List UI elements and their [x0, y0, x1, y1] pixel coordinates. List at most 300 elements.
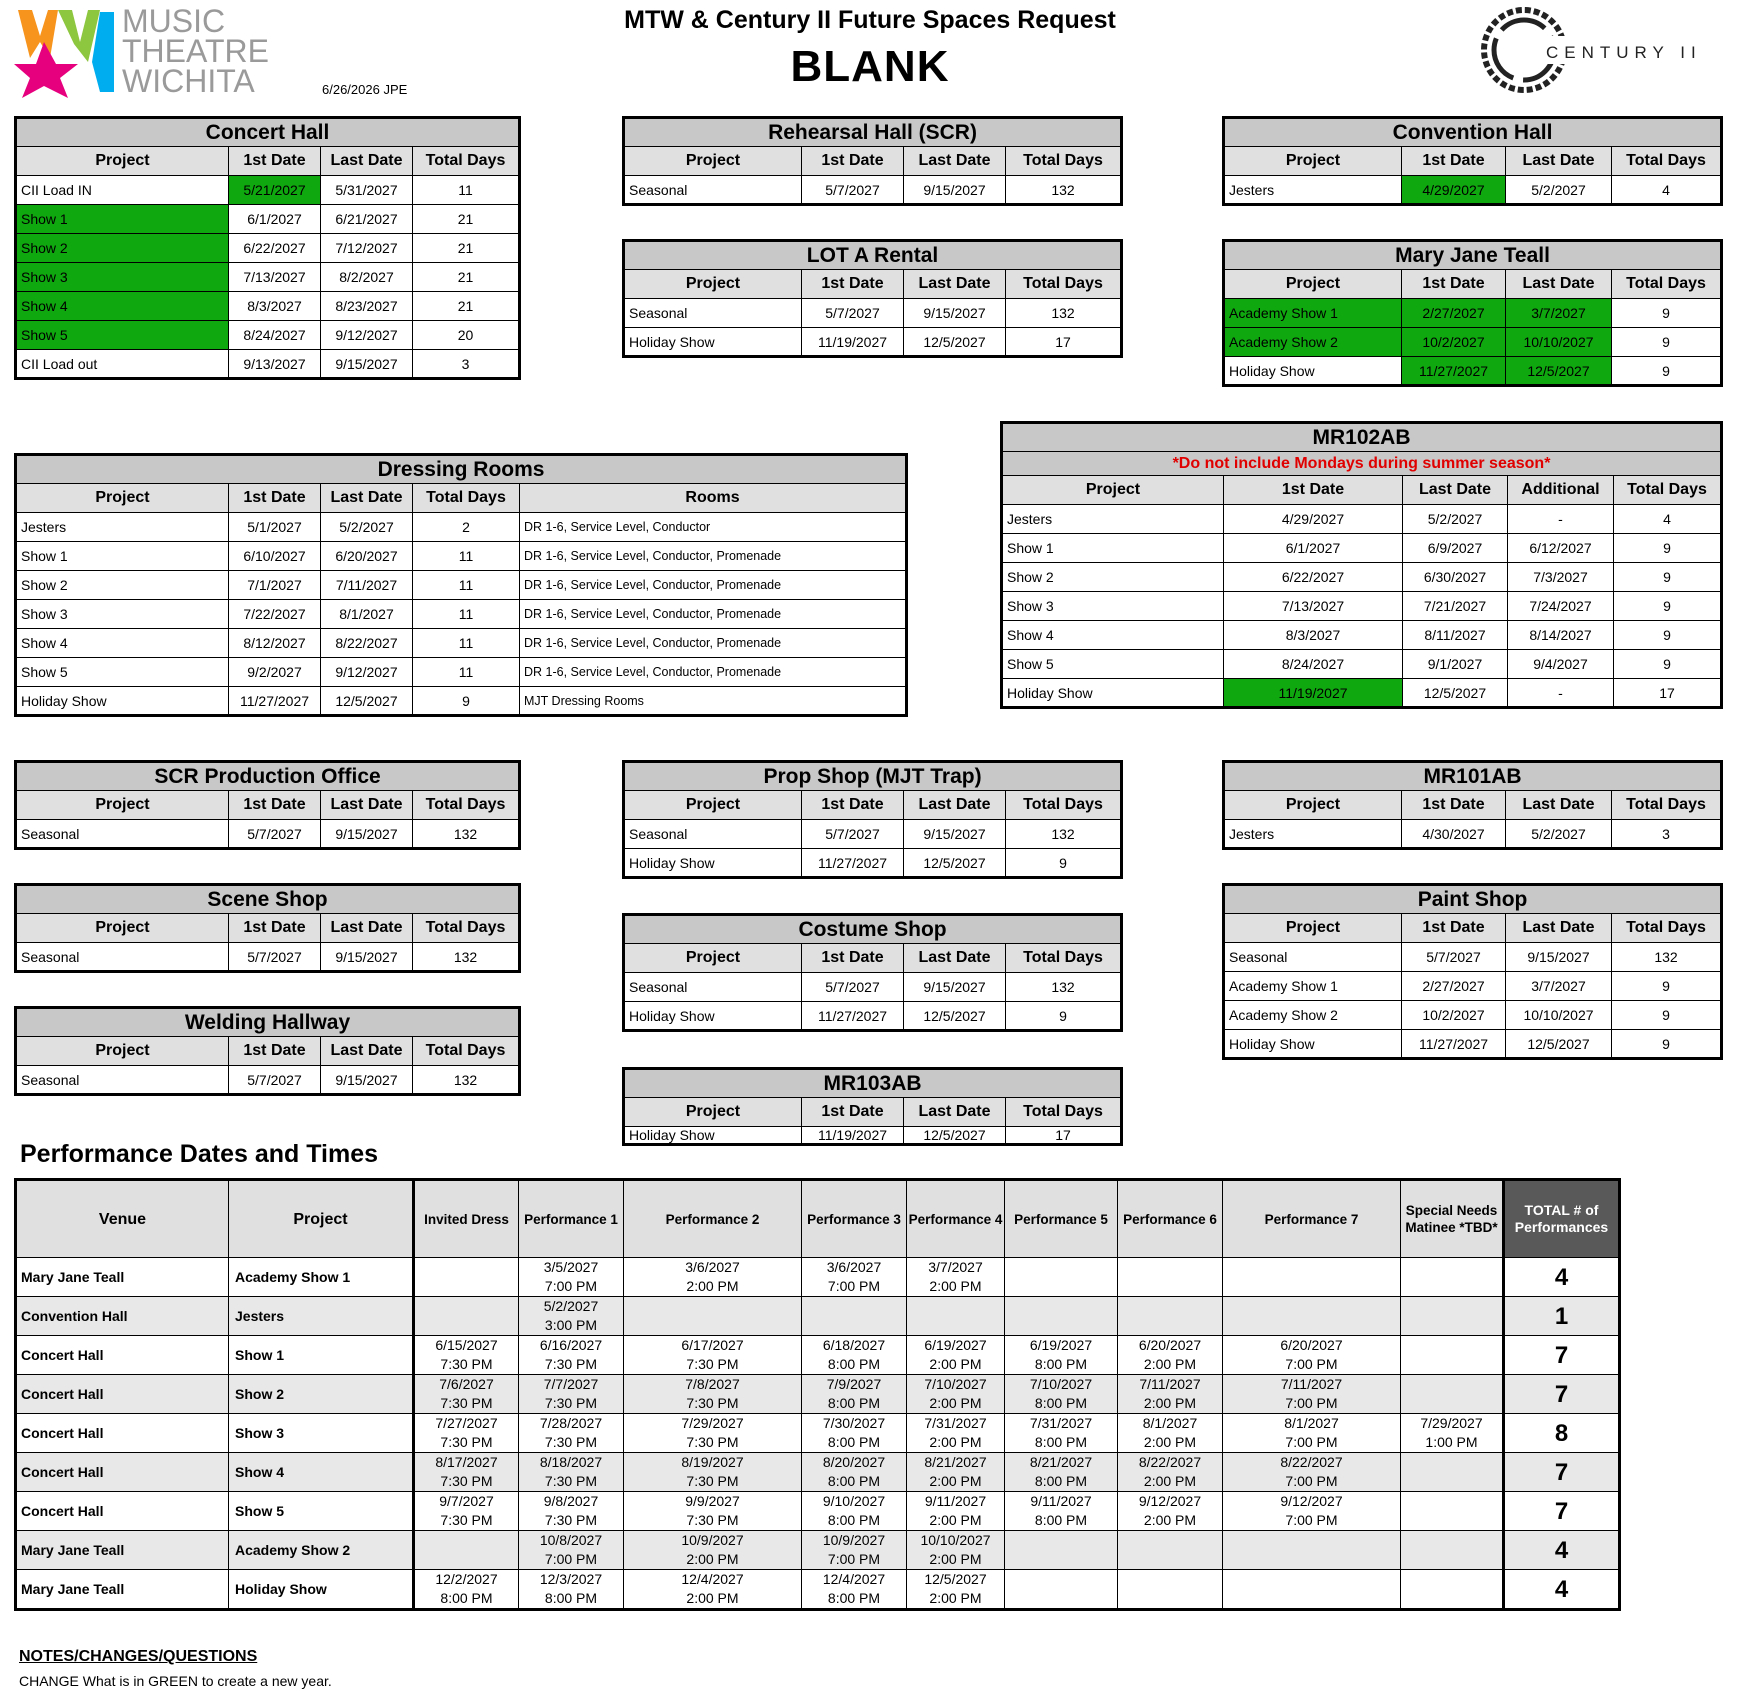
- perf-cell: [624, 1336, 802, 1375]
- perf-date: 5/2/2027: [543, 1298, 599, 1314]
- scene-shop-title: Scene Shop: [16, 885, 520, 914]
- perf-col-project: Project: [229, 1180, 414, 1258]
- perf-cell: [1223, 1258, 1401, 1297]
- perf-total: 1: [1504, 1297, 1620, 1336]
- perf-cell: [624, 1258, 802, 1297]
- perf-time: 2:00 PM: [1143, 1356, 1197, 1372]
- table-row: Show 2 6/22/2027 7/12/2027 21: [16, 234, 520, 263]
- rehearsal-hall-title: Rehearsal Hall (SCR): [624, 118, 1122, 147]
- perf-col-special-needs-matinee: Special Needs Matinee *TBD*: [1401, 1180, 1504, 1258]
- perf-date: 10/8/2027: [539, 1532, 603, 1548]
- perf-cell: [519, 1258, 624, 1297]
- perf-cell: [414, 1492, 519, 1531]
- perf-cell: [414, 1297, 519, 1336]
- lot-a-rental-table: LOT A Rental Project 1st Date Last Date Total Days Seasonal 5/7/2027 9/15/2027 132 Holiday Show 11/19/2027 12/5/2027 17: [622, 239, 1123, 358]
- perf-cell: [624, 1531, 802, 1570]
- perf-date: 3/7/2027: [928, 1259, 983, 1275]
- perf-cell: [802, 1414, 907, 1453]
- col-project: Project: [16, 147, 229, 176]
- perf-cell: [802, 1336, 907, 1375]
- perf-table-row: [16, 1492, 1620, 1531]
- table-row: Show 5 8/24/2027 9/12/2027 20: [16, 321, 520, 350]
- perf-cell: [624, 1570, 802, 1610]
- perf-time: 7:00 PM: [1285, 1473, 1338, 1489]
- perf-time: 2:00 PM: [686, 1551, 739, 1567]
- perf-time: 2:00 PM: [929, 1395, 982, 1411]
- perf-cell: [624, 1414, 802, 1453]
- table-row: Holiday Show 11/19/2027 12/5/2027 17: [624, 328, 1122, 357]
- dressing-rooms-table: Dressing Rooms Project 1st Date Last Date Total Days Rooms Jesters 5/1/2027 5/2/2027 2 DR 1-6, Service Level, Conductor Show 1 6/10/2027 6/20/2027 11 DR 1-6, Service Level, Conductor, Promenade Show 2 7/1/2027 7/11/2027 11 DR 1-6, Service Level, Conductor, Promenade Show 3 7/22/2027 8/1/2027 11 DR 1-6, Service Level, Conductor, Promenade Show 4 8/12/2027 8/22/2027 11 DR 1-6, Service Level, Conductor, Promenade Show 5 9/2/2027 9/12/2027 11 DR 1-6, Service Level, Conductor, Promenade Holiday Show 11/27/2027 12/5/2027 9 MJT Dressing Rooms: [14, 453, 908, 717]
- perf-time: 8:00 PM: [827, 1434, 881, 1450]
- perf-date: 8/20/2027: [822, 1454, 886, 1470]
- perf-time: 2:00 PM: [929, 1590, 982, 1606]
- table-row: Show 4 8/3/2027 8/11/2027 8/14/2027 9: [1002, 621, 1722, 650]
- perf-cell: [519, 1453, 624, 1492]
- perf-total: 7: [1504, 1453, 1620, 1492]
- perf-cell: [1118, 1336, 1223, 1375]
- perf-project: Show 5: [229, 1492, 414, 1531]
- perf-cell: [1118, 1531, 1223, 1570]
- perf-col-performance-6: Performance 6: [1118, 1180, 1223, 1258]
- perf-total: 7: [1504, 1375, 1620, 1414]
- perf-date: 8/1/2027: [1284, 1415, 1339, 1431]
- perf-time: 7:30 PM: [544, 1434, 598, 1450]
- perf-date: 6/15/2027: [435, 1337, 498, 1353]
- table-row: Academy Show 1 2/27/2027 3/7/2027 9: [1224, 299, 1722, 328]
- perf-time: 8:00 PM: [544, 1590, 598, 1606]
- col-additional: Additional: [1508, 476, 1614, 505]
- lot-a-title: LOT A Rental: [624, 241, 1122, 270]
- perf-total: 7: [1504, 1336, 1620, 1375]
- perf-cell: [1005, 1453, 1118, 1492]
- perf-time: 7:00 PM: [544, 1278, 598, 1294]
- perf-table-row: [16, 1414, 1620, 1453]
- table-row: Seasonal 5/7/2027 9/15/2027 132: [16, 1066, 520, 1095]
- perf-cell: [1118, 1453, 1223, 1492]
- perf-time: 2:00 PM: [686, 1590, 739, 1606]
- logo-line-3: WICHITA: [122, 63, 255, 98]
- perf-cell: [1401, 1375, 1504, 1414]
- perf-table-row: [16, 1570, 1620, 1610]
- perf-date: 7/9/2027: [826, 1376, 882, 1392]
- table-row: Seasonal 5/7/2027 9/15/2027 132: [624, 176, 1122, 205]
- perf-time: 7:00 PM: [1285, 1356, 1338, 1372]
- table-row: Show 4 8/3/2027 8/23/2027 21: [16, 292, 520, 321]
- perf-cell: [1223, 1492, 1401, 1531]
- perf-time: 7:30 PM: [544, 1473, 598, 1489]
- perf-venue: Mary Jane Teall: [16, 1258, 229, 1297]
- scr-production-office-title: SCR Production Office: [16, 762, 520, 791]
- perf-cell: [802, 1258, 907, 1297]
- col-rooms: Rooms: [520, 484, 907, 513]
- welding-hallway-table: Welding Hallway Project 1st Date Last Date Total Days Seasonal 5/7/2027 9/15/2027 132: [14, 1006, 521, 1096]
- perf-cell: [414, 1375, 519, 1414]
- perf-date: 7/11/2027: [1139, 1376, 1201, 1392]
- perf-cell: [907, 1336, 1005, 1375]
- perf-time: 3:00 PM: [544, 1317, 598, 1333]
- perf-time: 7:30 PM: [544, 1356, 598, 1372]
- convention-hall-title: Convention Hall: [1224, 118, 1722, 147]
- perf-cell: [1223, 1570, 1401, 1610]
- perf-cell: [802, 1375, 907, 1414]
- table-row: CII Load IN 5/21/2027 5/31/2027 11: [16, 176, 520, 205]
- perf-time: 7:30 PM: [686, 1395, 739, 1411]
- date-stamp: 6/26/2026 JPE: [322, 82, 408, 97]
- perf-date: 6/17/2027: [681, 1337, 744, 1353]
- perf-cell: [1401, 1258, 1504, 1297]
- perf-time: 7:30 PM: [686, 1473, 739, 1489]
- perf-cell: [519, 1375, 624, 1414]
- paint-shop-table: Paint Shop Project 1st Date Last Date Total Days Seasonal 5/7/2027 9/15/2027 132 Academy Show 1 2/27/2027 3/7/2027 9 Academy Show 2 10/2/2027 10/10/2027 9 Holiday Show 11/27/2027 12/5/2027 9: [1222, 883, 1723, 1060]
- perf-cell: [1118, 1375, 1223, 1414]
- perf-cell: [1118, 1297, 1223, 1336]
- perf-time: 8:00 PM: [827, 1473, 881, 1489]
- perf-date: 9/12/2027: [1138, 1493, 1202, 1509]
- convention-hall-table: Convention Hall Project 1st Date Last Date Total Days Jesters 4/29/2027 5/2/2027 4: [1222, 116, 1723, 206]
- perf-cell: [1118, 1258, 1223, 1297]
- perf-time: 7:30 PM: [440, 1395, 493, 1411]
- table-row: Show 1 6/10/2027 6/20/2027 11 DR 1-6, Service Level, Conductor, Promenade: [16, 542, 907, 571]
- perf-cell: [1005, 1336, 1118, 1375]
- perf-col-performance-7: Performance 7: [1223, 1180, 1401, 1258]
- perf-date: 3/6/2027: [826, 1259, 882, 1275]
- perf-cell: [1005, 1531, 1118, 1570]
- perf-cell: [1223, 1453, 1401, 1492]
- perf-cell: [1005, 1414, 1118, 1453]
- perf-table-row: [16, 1258, 1620, 1297]
- perf-time: 7:30 PM: [440, 1473, 493, 1489]
- perf-date: 8/17/2027: [435, 1454, 498, 1470]
- perf-cell: [519, 1492, 624, 1531]
- perf-date: 9/12/2027: [1280, 1493, 1343, 1509]
- music-theatre-wichita-logo: [14, 2, 304, 98]
- perf-date: 7/8/2027: [685, 1376, 740, 1392]
- perf-time: 8:00 PM: [1034, 1473, 1088, 1489]
- perf-col-total: TOTAL # of Performances: [1504, 1180, 1620, 1258]
- mr101ab-table: MR101AB Project 1st Date Last Date Total Days Jesters 4/30/2027 5/2/2027 3: [1222, 760, 1723, 850]
- perf-date: 9/8/2027: [543, 1493, 599, 1509]
- perf-project: Holiday Show: [229, 1570, 414, 1610]
- table-row: Holiday Show 11/27/2027 12/5/2027 9: [1224, 1030, 1722, 1059]
- perf-time: 8:00 PM: [1034, 1395, 1088, 1411]
- table-row: Show 3 7/13/2027 8/2/2027 21: [16, 263, 520, 292]
- perf-date: 12/4/2027: [681, 1571, 744, 1587]
- scene-shop-table: Scene Shop Project 1st Date Last Date Total Days Seasonal 5/7/2027 9/15/2027 132: [14, 883, 521, 973]
- perf-cell: [519, 1414, 624, 1453]
- perf-time: 8:00 PM: [827, 1356, 881, 1372]
- perf-total: 7: [1504, 1492, 1620, 1531]
- perf-date: 6/18/2027: [822, 1337, 886, 1353]
- perf-table-row: [16, 1375, 1620, 1414]
- performance-section-title: Performance Dates and Times: [20, 1140, 379, 1168]
- perf-date: 6/16/2027: [539, 1337, 603, 1353]
- table-row: Seasonal 5/7/2027 9/15/2027 132: [624, 973, 1122, 1002]
- perf-time: 8:00 PM: [440, 1590, 493, 1606]
- perf-date: 8/1/2027: [1142, 1415, 1198, 1431]
- perf-col-performance-3: Performance 3: [802, 1180, 907, 1258]
- perf-cell: [414, 1570, 519, 1610]
- perf-cell: [1005, 1375, 1118, 1414]
- dressing-rooms-title: Dressing Rooms: [16, 455, 907, 484]
- table-row: Holiday Show 11/27/2027 12/5/2027 9: [1224, 357, 1722, 386]
- perf-date: 7/28/2027: [539, 1415, 603, 1431]
- perf-date: 7/6/2027: [439, 1376, 494, 1392]
- perf-cell: [519, 1570, 624, 1610]
- table-row: Jesters 5/1/2027 5/2/2027 2 DR 1-6, Service Level, Conductor: [16, 513, 907, 542]
- perf-cell: [414, 1414, 519, 1453]
- table-row: CII Load out 9/13/2027 9/15/2027 3: [16, 350, 520, 379]
- perf-time: 7:30 PM: [686, 1512, 739, 1528]
- perf-cell: [414, 1453, 519, 1492]
- perf-time: 2:00 PM: [686, 1278, 739, 1294]
- perf-date: 7/11/2027: [1280, 1376, 1343, 1392]
- perf-project: Show 3: [229, 1414, 414, 1453]
- table-row: Jesters 4/29/2027 5/2/2027 - 4: [1002, 505, 1722, 534]
- perf-venue: Concert Hall: [16, 1336, 229, 1375]
- perf-date: 8/21/2027: [1029, 1454, 1093, 1470]
- perf-cell: [907, 1531, 1005, 1570]
- perf-date: 10/9/2027: [822, 1532, 886, 1548]
- col-first-date: 1st Date: [229, 147, 321, 176]
- perf-table-row: [16, 1453, 1620, 1492]
- perf-time: 8:00 PM: [827, 1395, 881, 1411]
- prop-shop-table: Prop Shop (MJT Trap) Project 1st Date Last Date Total Days Seasonal 5/7/2027 9/15/2027 132 Holiday Show 11/27/2027 12/5/2027 9: [622, 760, 1123, 879]
- perf-cell: [1118, 1570, 1223, 1610]
- paint-shop-title: Paint Shop: [1224, 885, 1722, 914]
- perf-time: 7:30 PM: [440, 1512, 493, 1528]
- performance-table: [14, 1178, 1621, 1611]
- perf-date: 6/19/2027: [924, 1337, 987, 1353]
- perf-cell: [802, 1570, 907, 1610]
- perf-date: 9/10/2027: [822, 1493, 886, 1509]
- perf-col-performance-2: Performance 2: [624, 1180, 802, 1258]
- perf-date: 9/11/2027: [924, 1493, 987, 1509]
- perf-date: 8/19/2027: [681, 1454, 744, 1470]
- col-last-date: Last Date: [321, 147, 413, 176]
- perf-cell: [802, 1453, 907, 1492]
- perf-cell: [1401, 1453, 1504, 1492]
- perf-col-performance-5: Performance 5: [1005, 1180, 1118, 1258]
- perf-cell: [1005, 1297, 1118, 1336]
- perf-cell: [907, 1258, 1005, 1297]
- perf-date: 9/7/2027: [439, 1493, 494, 1509]
- page-title: MTW & Century II Future Spaces Request: [624, 6, 1116, 34]
- logo-line-1: MUSIC: [122, 3, 226, 39]
- mr102ab-note: *Do not include Mondays during summer season*: [1002, 452, 1722, 476]
- perf-time: 2:00 PM: [929, 1434, 982, 1450]
- perf-cell: [1005, 1258, 1118, 1297]
- perf-time: 7:00 PM: [1285, 1434, 1338, 1450]
- perf-cell: [1223, 1414, 1401, 1453]
- welding-hallway-title: Welding Hallway: [16, 1008, 520, 1037]
- perf-date: 7/10/2027: [1029, 1376, 1093, 1392]
- perf-time: 7:00 PM: [827, 1278, 881, 1294]
- perf-time: 8:00 PM: [1034, 1512, 1088, 1528]
- perf-cell: [624, 1297, 802, 1336]
- perf-date: 7/31/2027: [924, 1415, 987, 1431]
- perf-cell: [1401, 1414, 1504, 1453]
- mr103ab-title: MR103AB: [624, 1069, 1122, 1098]
- table-row: Academy Show 2 10/2/2027 10/10/2027 9: [1224, 1001, 1722, 1030]
- table-row: Holiday Show 11/19/2027 12/5/2027 - 17: [1002, 679, 1722, 708]
- perf-time: 7:30 PM: [440, 1356, 493, 1372]
- perf-cell: [907, 1492, 1005, 1531]
- perf-project: Academy Show 1: [229, 1258, 414, 1297]
- concert-hall-title: Concert Hall: [16, 118, 520, 147]
- perf-date: 10/10/2027: [920, 1532, 991, 1548]
- perf-cell: [519, 1297, 624, 1336]
- perf-cell: [1223, 1531, 1401, 1570]
- perf-cell: [1401, 1297, 1504, 1336]
- page-subtitle: BLANK: [790, 42, 950, 91]
- perf-cell: [624, 1453, 802, 1492]
- table-row: Holiday Show 11/27/2027 12/5/2027 9 MJT Dressing Rooms: [16, 687, 907, 716]
- perf-time: 2:00 PM: [1143, 1512, 1197, 1528]
- perf-date: 8/22/2027: [1138, 1454, 1202, 1470]
- table-row: Seasonal 5/7/2027 9/15/2027 132: [1224, 943, 1722, 972]
- perf-venue: Mary Jane Teall: [16, 1531, 229, 1570]
- perf-venue: Concert Hall: [16, 1492, 229, 1531]
- perf-date: 7/10/2027: [924, 1376, 987, 1392]
- mr103ab-table: MR103AB Project 1st Date Last Date Total Days Holiday Show 11/19/2027 12/5/2027 17: [622, 1067, 1123, 1146]
- perf-cell: [1005, 1570, 1118, 1610]
- perf-time: 2:00 PM: [929, 1278, 982, 1294]
- table-row: Jesters 4/29/2027 5/2/2027 4: [1224, 176, 1722, 205]
- perf-venue: Concert Hall: [16, 1414, 229, 1453]
- perf-project: Jesters: [229, 1297, 414, 1336]
- perf-date: 12/4/2027: [822, 1571, 886, 1587]
- mr101ab-title: MR101AB: [1224, 762, 1722, 791]
- perf-date: 8/22/2027: [1280, 1454, 1343, 1470]
- perf-time: 8:00 PM: [1034, 1356, 1088, 1372]
- perf-table-row: [16, 1531, 1620, 1570]
- perf-time: 7:30 PM: [544, 1512, 598, 1528]
- rehearsal-hall-table: Rehearsal Hall (SCR) Project 1st Date Last Date Total Days Seasonal 5/7/2027 9/15/2027 132: [622, 116, 1123, 206]
- perf-time: 7:30 PM: [686, 1434, 739, 1450]
- perf-date: 7/29/2027: [681, 1415, 744, 1431]
- perf-cell: [1005, 1492, 1118, 1531]
- perf-cell: [907, 1570, 1005, 1610]
- perf-total: 4: [1504, 1570, 1620, 1610]
- perf-date: 6/20/2027: [1138, 1337, 1202, 1353]
- table-row: Show 2 7/1/2027 7/11/2027 11 DR 1-6, Service Level, Conductor, Promenade: [16, 571, 907, 600]
- notes-text: CHANGE What is in GREEN to create a new year.: [19, 1673, 332, 1689]
- perf-venue: Mary Jane Teall: [16, 1570, 229, 1610]
- perf-table-row: [16, 1336, 1620, 1375]
- perf-cell: [1223, 1297, 1401, 1336]
- perf-total: 4: [1504, 1258, 1620, 1297]
- perf-time: 7:00 PM: [544, 1551, 598, 1567]
- notes-title: NOTES/CHANGES/QUESTIONS: [19, 1648, 258, 1665]
- table-row: Holiday Show 11/27/2027 12/5/2027 9: [624, 1002, 1122, 1031]
- mary-jane-teall-table: Mary Jane Teall Project 1st Date Last Date Total Days Academy Show 1 2/27/2027 3/7/2027 9 Academy Show 2 10/2/2027 10/10/2027 9 Holiday Show 11/27/2027 12/5/2027 9: [1222, 239, 1723, 387]
- perf-total: 8: [1504, 1414, 1620, 1453]
- mr102ab-table: MR102AB *Do not include Mondays during summer season* Project 1st Date Last Date Additional Total Days Jesters 4/29/2027 5/2/2027 - 4 Show 1 6/1/2027 6/9/2027 6/12/2027 9 Show 2 6/22/2027 6/30/2027 7/3/2027 9 Show 3 7/13/2027 7/21/2027 7/24/2027 9 Show 4 8/3/2027 8/11/2027 8/14/2027 9 Show 5 8/24/2027 9/1/2027 9/4/2027 9 Holiday Show 11/19/2027 12/5/2027 - 17: [1000, 421, 1723, 709]
- perf-date: 7/27/2027: [435, 1415, 498, 1431]
- perf-date: 7/7/2027: [543, 1376, 599, 1392]
- perf-cell: [1223, 1336, 1401, 1375]
- perf-cell: [414, 1531, 519, 1570]
- table-row: Show 5 9/2/2027 9/12/2027 11 DR 1-6, Service Level, Conductor, Promenade: [16, 658, 907, 687]
- century-logo-text: CENTURY II: [1546, 43, 1702, 62]
- table-row: Seasonal 5/7/2027 9/15/2027 132: [624, 299, 1122, 328]
- perf-cell: [1223, 1375, 1401, 1414]
- century-ii-logo: [1480, 6, 1710, 94]
- costume-shop-title: Costume Shop: [624, 915, 1122, 944]
- table-row: Academy Show 1 2/27/2027 3/7/2027 9: [1224, 972, 1722, 1001]
- costume-shop-table: Costume Shop Project 1st Date Last Date Total Days Seasonal 5/7/2027 9/15/2027 132 Holiday Show 11/27/2027 12/5/2027 9: [622, 913, 1123, 1032]
- perf-cell: [907, 1414, 1005, 1453]
- perf-date: 3/6/2027: [685, 1259, 740, 1275]
- perf-cell: [624, 1375, 802, 1414]
- perf-cell: [414, 1258, 519, 1297]
- table-row: Holiday Show 11/19/2027 12/5/2027 17: [624, 1127, 1122, 1145]
- perf-total: 4: [1504, 1531, 1620, 1570]
- perf-time: 8:00 PM: [827, 1512, 881, 1528]
- perf-date: 12/2/2027: [435, 1571, 498, 1587]
- perf-venue: Concert Hall: [16, 1453, 229, 1492]
- table-row: Show 2 6/22/2027 6/30/2027 7/3/2027 9: [1002, 563, 1722, 592]
- perf-date: 7/29/2027: [1420, 1415, 1483, 1431]
- perf-time: 7:00 PM: [1285, 1512, 1338, 1528]
- perf-time: 2:00 PM: [929, 1356, 982, 1372]
- perf-cell: [802, 1531, 907, 1570]
- table-row: Seasonal 5/7/2027 9/15/2027 132: [16, 820, 520, 849]
- mary-jane-teall-title: Mary Jane Teall: [1224, 241, 1722, 270]
- perf-cell: [519, 1531, 624, 1570]
- perf-date: 9/9/2027: [685, 1493, 740, 1509]
- table-row: Jesters 4/30/2027 5/2/2027 3: [1224, 820, 1722, 849]
- perf-cell: [1401, 1570, 1504, 1610]
- perf-cell: [519, 1336, 624, 1375]
- perf-cell: [802, 1492, 907, 1531]
- perf-project: Show 4: [229, 1453, 414, 1492]
- prop-shop-title: Prop Shop (MJT Trap): [624, 762, 1122, 791]
- perf-date: 6/19/2027: [1029, 1337, 1093, 1353]
- table-row: Show 5 8/24/2027 9/1/2027 9/4/2027 9: [1002, 650, 1722, 679]
- perf-cell: [624, 1492, 802, 1531]
- perf-cell: [1401, 1492, 1504, 1531]
- table-row: Show 3 7/22/2027 8/1/2027 11 DR 1-6, Service Level, Conductor, Promenade: [16, 600, 907, 629]
- perf-date: 12/3/2027: [539, 1571, 603, 1587]
- perf-time: 1:00 PM: [1425, 1434, 1478, 1450]
- logo-line-2: THEATRE: [122, 33, 269, 69]
- perf-time: 7:30 PM: [440, 1434, 493, 1450]
- mr102ab-title: MR102AB: [1002, 423, 1722, 452]
- perf-time: 7:30 PM: [686, 1356, 739, 1372]
- perf-time: 8:00 PM: [1034, 1434, 1088, 1450]
- perf-time: 7:30 PM: [544, 1395, 598, 1411]
- perf-time: 2:00 PM: [1143, 1473, 1197, 1489]
- perf-cell: [1118, 1414, 1223, 1453]
- perf-venue: Convention Hall: [16, 1297, 229, 1336]
- perf-col-venue: Venue: [16, 1180, 229, 1258]
- table-row: Seasonal 5/7/2027 9/15/2027 132: [16, 943, 520, 972]
- table-row: Holiday Show 11/27/2027 12/5/2027 9: [624, 849, 1122, 878]
- table-row: Academy Show 2 10/2/2027 10/10/2027 9: [1224, 328, 1722, 357]
- perf-cell: [1401, 1531, 1504, 1570]
- perf-col-invited-dress: Invited Dress: [414, 1180, 519, 1258]
- perf-project: Academy Show 2: [229, 1531, 414, 1570]
- col-total-days: Total Days: [413, 147, 520, 176]
- perf-cell: [907, 1297, 1005, 1336]
- perf-time: 7:00 PM: [1285, 1395, 1338, 1411]
- table-row: Seasonal 5/7/2027 9/15/2027 132: [624, 820, 1122, 849]
- perf-venue: Concert Hall: [16, 1375, 229, 1414]
- concert-hall-table: [14, 116, 521, 380]
- perf-cell: [907, 1375, 1005, 1414]
- perf-time: 8:00 PM: [827, 1590, 881, 1606]
